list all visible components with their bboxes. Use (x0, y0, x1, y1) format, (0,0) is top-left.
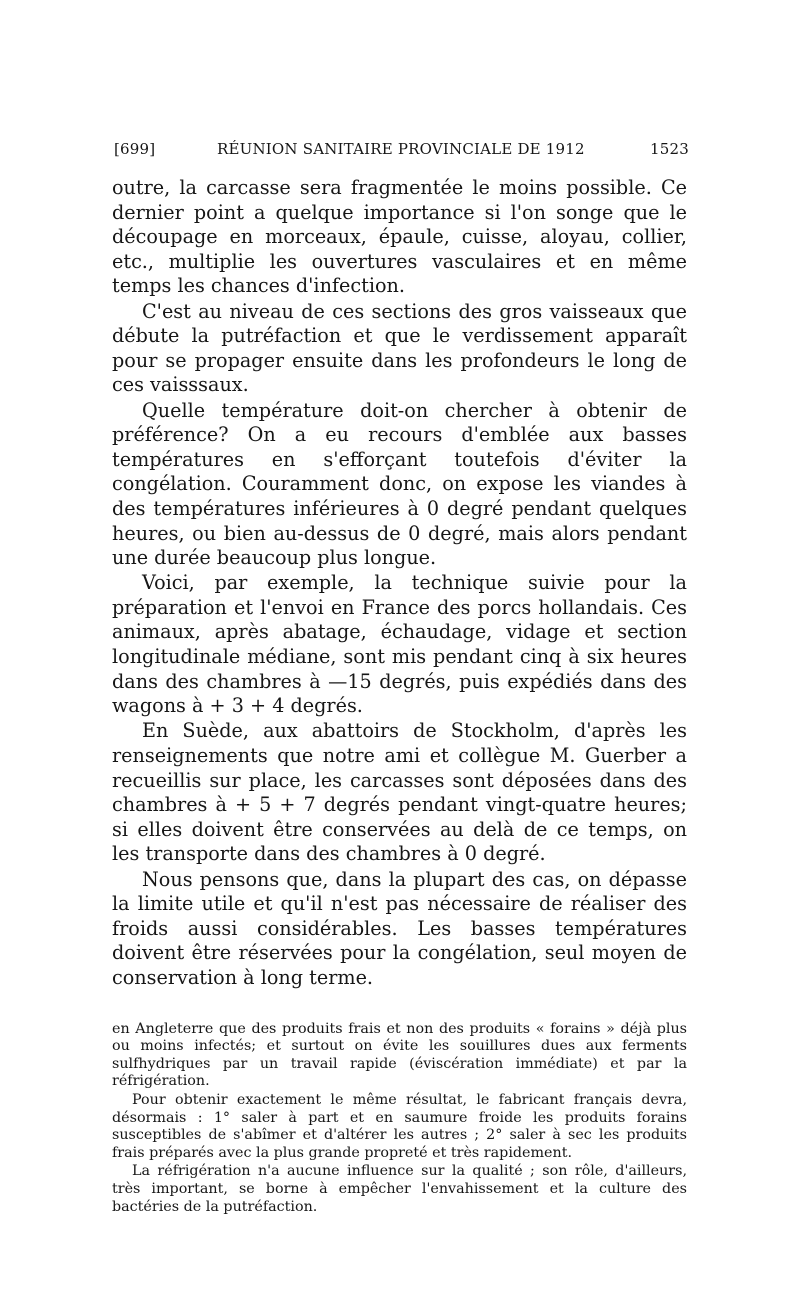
running-header (112, 140, 687, 166)
body-text (112, 176, 687, 991)
running-title: RÉUNION SANITAIRE PROVINCIALE DE 1912 (217, 140, 585, 158)
paragraph: Voici, par exemple, la technique suivie pour la préparation et l'envoi en France des porcs hollandais. Ces animaux, après abatage, échaudage, vidage et section longitudinale médiane, sont mis pendant cinq à six heures dans des chambres à —15 degrés, puis expédiés dans des wagons à + 3 + 4 degrés. (112, 571, 687, 718)
footnote (112, 1021, 687, 1217)
page-reference: [699] (114, 140, 156, 158)
footnote-paragraph: La réfrigération n'a aucune influence sur la qualité ; son rôle, d'ailleurs, très important, se borne à empêcher l'envahissement et la culture des bactéries de la putréfaction. (112, 1163, 687, 1215)
page-number: 1523 (650, 140, 689, 158)
paragraph: En Suède, aux abattoirs de Stockholm, d'après les renseignements que notre ami et collègue M. Guerber a recueillis sur place, les carcasses sont déposées dans des chambres à + 5 + 7 degrés pendant vingt-quatre heures; si elles doivent être conservées au delà de ce temps, on les transporte dans des chambres à 0 degré. (112, 719, 687, 866)
paragraph: Nous pensons que, dans la plupart des cas, on dépasse la limite utile et qu'il n'est pas nécessaire de réaliser des froids aussi considérables. Les basses températures doivent être réservées pour la congélation, seul moyen de conservation à long terme. (112, 867, 687, 989)
paragraph: outre, la carcasse sera fragmentée le moins possible. Ce dernier point a quelque importance si l'on songe que le découpage en morceaux, épaule, cuisse, aloyau, collier, etc., multiplie les ouvertures vasculaires et en même temps les chances d'infection. (112, 176, 687, 298)
footnote-paragraph: Pour obtenir exactement le même résultat, le fabricant français devra, désormais : 1° saler à part et en saumure froide les produits forains susceptibles de s'abîmer et d'altérer les autres ; 2° saler à sec les produits frais préparés avec la plus grande propreté et très rapidement. (112, 1091, 687, 1161)
page (112, 140, 687, 1217)
paragraph: Quelle température doit-on chercher à obtenir de préférence? On a eu recours d'emblée aux basses températures en s'efforçant toutefois d'éviter la congélation. Couramment donc, on expose les viandes à des températures inférieures à 0 degré pendant quelques heures, ou bien au-dessus de 0 degré, mais alors pendant une durée beaucoup plus longue. (112, 398, 687, 570)
footnote-paragraph: en Angleterre que des produits frais et non des produits « forains » déjà plus ou moins infectés; et surtout on évite les souillures dues aux ferments sulfhydriques par un travail rapide (éviscération immédiate) et par la réfrigération. (112, 1020, 687, 1090)
paragraph: C'est au niveau de ces sections des gros vaisseaux que débute la putréfaction et que le verdissement apparaît pour se propager ensuite dans les profondeurs le long de ces vaisssaux. (112, 299, 687, 397)
